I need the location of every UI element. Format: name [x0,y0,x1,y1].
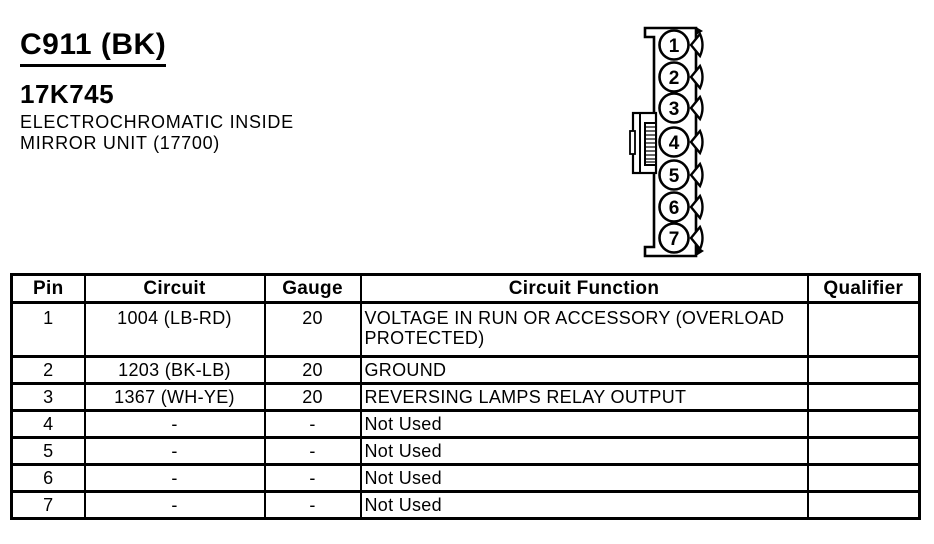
cell-circuit: - [85,411,265,438]
cell-pin: 5 [12,438,85,465]
pin-4-number: 4 [668,133,680,154]
cell-qualifier [808,411,920,438]
cell-pin: 2 [12,357,85,384]
cell-qualifier [808,465,920,492]
pinout-table [10,273,921,520]
cell-qualifier [808,384,920,411]
cell-function: Not Used [361,411,808,438]
cell-gauge: - [265,465,361,492]
cell-pin: 1 [12,303,85,357]
cell-pin: 6 [12,465,85,492]
cell-pin: 7 [12,492,85,519]
cell-qualifier [808,492,920,519]
cell-qualifier [808,357,920,384]
cell-qualifier [808,303,920,357]
table-row [12,384,920,411]
table-row [12,492,920,519]
cell-gauge: - [265,411,361,438]
cell-function: Not Used [361,438,808,465]
table-row [12,438,920,465]
cell-qualifier [808,438,920,465]
pin-7-number: 7 [668,229,680,250]
cell-function: REVERSING LAMPS RELAY OUTPUT [361,384,808,411]
table-row [12,411,920,438]
cell-circuit: 1004 (LB-RD) [85,303,265,357]
connector-id-title: C911 (BK) [20,28,166,67]
connector-diagram [624,20,714,264]
cell-gauge: 20 [265,384,361,411]
connector-pin-5 [660,161,689,190]
cell-circuit: 1203 (BK-LB) [85,357,265,384]
pin-2-number: 2 [668,68,680,89]
cell-gauge: 20 [265,357,361,384]
cell-pin: 3 [12,384,85,411]
pin-1-number: 1 [668,36,680,57]
cell-function: Not Used [361,465,808,492]
connector-pin-4 [660,128,689,157]
part-description-line2: MIRROR UNIT (17700) [20,133,221,153]
part-number: 17K745 [20,79,115,109]
cell-function: GROUND [361,357,808,384]
cell-pin: 4 [12,411,85,438]
connector-latch [630,113,656,173]
connector-pin-2 [660,63,689,92]
cell-gauge: - [265,438,361,465]
connector-pin-1 [660,31,689,60]
connector-pin-7 [660,224,689,253]
part-description-line1: ELECTROCHROMATIC INSIDE [20,112,294,132]
cell-function: VOLTAGE IN RUN OR ACCESSORY (OVERLOAD PROTECTED) [361,303,808,357]
cell-circuit: 1367 (WH-YE) [85,384,265,411]
column-header-pin: Pin [12,275,85,303]
column-header-gauge: Gauge [265,275,361,303]
cell-gauge: 20 [265,303,361,357]
cell-function: Not Used [361,492,808,519]
table-header-row [12,275,920,303]
part-description [20,112,294,154]
cell-circuit: - [85,438,265,465]
table-row [12,465,920,492]
connector-pin-3 [660,94,689,123]
cell-circuit: - [85,492,265,519]
pin-3-number: 3 [668,99,680,120]
cell-gauge: - [265,492,361,519]
column-header-circuit: Circuit [85,275,265,303]
table-row [12,303,920,357]
pin-5-number: 5 [668,166,680,187]
column-header-qualifier: Qualifier [808,275,920,303]
connector-pin-6 [660,193,689,222]
cell-circuit: - [85,465,265,492]
table-row [12,357,920,384]
column-header-function: Circuit Function [361,275,808,303]
pin-6-number: 6 [668,198,680,219]
